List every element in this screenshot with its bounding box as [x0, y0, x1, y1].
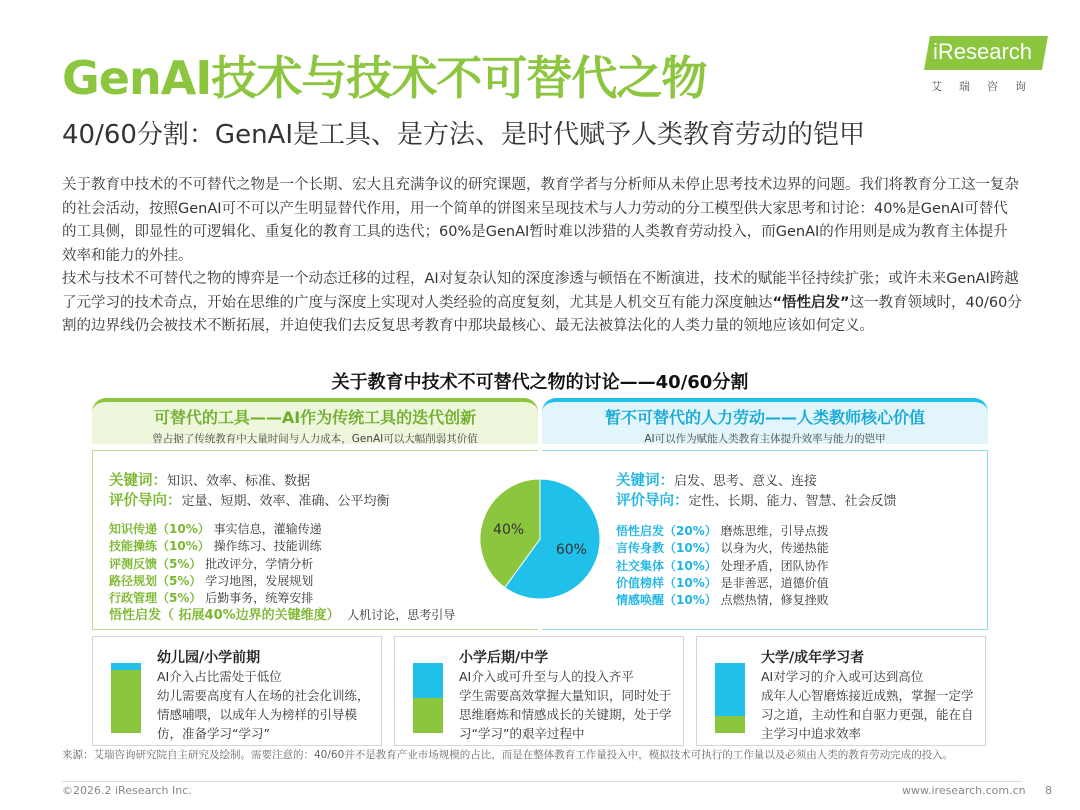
list-item: 悟性启发（20%） 磨炼思维，引导点拨 — [616, 524, 829, 538]
irreplaceable-heading: 暂不可替代的人力劳动——人类教师核心价值 — [604, 408, 925, 427]
list-item: 社交集体（10%） 处理矛盾，团队协作 — [616, 558, 829, 573]
list-item: 悟性启发（ 拓展40%边界的关键维度） 人机讨论，思考引导 — [109, 608, 456, 624]
left-eval — [109, 489, 390, 510]
right-keywords — [616, 469, 817, 490]
stage-card-kindergarten — [92, 636, 382, 746]
copyright: ©2026.2 iResearch Inc. — [62, 784, 192, 797]
split-pie-chart — [477, 476, 603, 602]
ai-share-fill — [413, 698, 443, 733]
intro-paragraph-2 — [62, 268, 1022, 339]
stage-description: 成年人心智磨炼接近成熟，掌握一定学习之道，主动性和自驱力更强，能在自主学习中追求效率 — [761, 688, 974, 741]
list-item: 价值榜样（10%） 是非善恶，道德价值 — [616, 575, 829, 590]
replaceable-tools-panel — [92, 450, 538, 630]
irreplaceable-subheading: AI可以作为赋能人类教育主体提升效率与能力的铠甲 — [644, 433, 886, 445]
list-item: 情感唤醒（10%） 点燃热情，修复挫败 — [616, 593, 829, 608]
left-eval-label: 评价导向： — [109, 493, 182, 509]
stage-card-middle-school — [394, 636, 684, 746]
left-keywords-value: 知识、效率、标准、数据 — [167, 474, 311, 489]
stage-description: 幼儿需要高度有人在场的社会化训练，情感哺喂，以成年人为榜样的引导模仿，准备学习“学习” — [157, 688, 370, 741]
list-item: 评测反馈（5%） 批改评分，学情分析 — [109, 556, 314, 571]
stage-description: 学生需要高效掌握大量知识，同时处于思维磨炼和情感成长的关键期，处于学习“学习”的艰辛过程中 — [459, 688, 672, 741]
stage-summary: AI介入占比需处于低位 — [157, 669, 282, 684]
intro-p2-part-b: 这一教育领域时，40/60分割的边界线仍会被技术不断拓展，并迫使我们去反复思考教育中那块最核心、最无法被算法化的人类力量的领地应该如何定义。 — [62, 294, 1022, 334]
stage-summary: AI对学习的介入或可达到高位 — [761, 669, 924, 684]
left-keywords — [109, 469, 310, 490]
stage-text — [459, 667, 675, 743]
replaceable-tools-header — [92, 398, 538, 444]
right-eval-value: 定性、长期、能力、智慧、社会反馈 — [688, 494, 897, 509]
intro-p2-highlight: “悟性启发” — [772, 294, 850, 311]
page-number: 8 — [1045, 784, 1052, 797]
irreplaceable-labor-header — [542, 398, 988, 444]
intro-paragraph-1: 关于教育中技术的不可替代之物是一个长期、宏大且充满争议的研究课题，教育学者与分析师从未停止思考技术边界的问题。我们将教育分工这一复杂的社会活动，按照GenAI可不可以产生明显替代作用，用一个简单的饼图来呈现技术与人力劳动的分工模型供大家思考和讨论：40%是GenAI可替代的工具侧，即显性的可逻辑化、重复化的教育工具的迭代；60%是GenAI暂时难以涉猎的人类教育劳动投入，而GenAI的作用则是成为教育主体提升效率和能力的外挂。 — [62, 177, 1019, 264]
stage-title: 大学/成年学习者 — [761, 650, 865, 666]
replaceable-heading: 可替代的工具——AI作为传统工具的迭代创新 — [153, 408, 477, 427]
replaceable-subheading: 曾占据了传统教育中大量时间与人力成本，GenAI可以大幅削弱其价值 — [152, 433, 478, 445]
right-eval — [616, 489, 897, 510]
intro-text — [62, 174, 1022, 339]
right-keywords-value: 启发、思考、意义、连接 — [674, 474, 818, 489]
stage-text — [761, 667, 977, 743]
list-item: 技能操练（10%） 操作练习、技能训练 — [109, 539, 322, 554]
left-keywords-label: 关键词： — [109, 473, 167, 489]
left-eval-value: 定量、短期、效率、准确、公平均衡 — [181, 494, 390, 509]
stage-summary: AI介入或可升至与人的投入齐平 — [459, 669, 634, 684]
source-note: 来源：艾瑞咨询研究院自主研究及绘制。需要注意的：40/60并不是教育产业市场规模的占比，而是在整体教育工作量投入中，模拟技术可执行的工作量以及必须由人类的教育劳动完成的投入。 — [62, 749, 954, 761]
left-items-list — [109, 521, 455, 625]
right-eval-label: 评价导向： — [616, 493, 689, 509]
page-subtitle: 40/60分割：GenAI是工具、是方法、是时代赋予人类教育劳动的铠甲 — [62, 120, 866, 150]
website-link[interactable]: www.iresearch.com.cn — [902, 784, 1026, 797]
right-keywords-label: 关键词： — [616, 473, 674, 489]
pie-label-60: 60% — [555, 542, 587, 559]
footer-divider — [62, 781, 1022, 782]
diagram-title: 关于教育中技术不可替代之物的讨论——40/60分割 — [331, 372, 749, 393]
ai-share-bar — [413, 663, 443, 733]
stage-card-adult — [696, 636, 986, 746]
list-item: 言传身教（10%） 以身为火，传递热能 — [616, 541, 829, 556]
list-item: 知识传递（10%） 事实信息，灌输传递 — [109, 522, 322, 536]
ai-share-fill — [715, 716, 745, 734]
stage-text — [157, 667, 373, 743]
logo-text: iResearch — [933, 39, 1033, 64]
right-items-list — [616, 523, 829, 609]
ai-share-fill — [111, 670, 141, 733]
logo-subtext: 艾瑞咨询 — [931, 80, 1043, 93]
stage-title: 幼儿园/小学前期 — [157, 650, 261, 666]
ai-share-bar — [715, 663, 745, 733]
list-item: 路径规划（5%） 学习地图，发展规划 — [109, 573, 314, 588]
ai-share-bar — [111, 663, 141, 733]
intro-p2-part-a: 技术与技术不可替代之物的博弈是一个动态迁移的过程，AI对复杂认知的深度渗透与顿悟在不断演进，技术的赋能半径持续扩张；或许未来GenAI跨越了元学习的技术奇点，开始在思维的广度与深度上实现对人类经验的高度复刻，尤其是人机交互有能力深度触达 — [62, 271, 1019, 311]
stage-title: 小学后期/中学 — [459, 650, 549, 666]
pie-label-40: 40% — [493, 521, 525, 538]
page-title: GenAI技术与技术不可替代之物 — [62, 51, 707, 105]
iresearch-logo — [925, 36, 1055, 98]
irreplaceable-labor-panel — [542, 450, 988, 630]
list-item: 行政管理（5%） 后勤事务，统筹安排 — [109, 591, 314, 606]
